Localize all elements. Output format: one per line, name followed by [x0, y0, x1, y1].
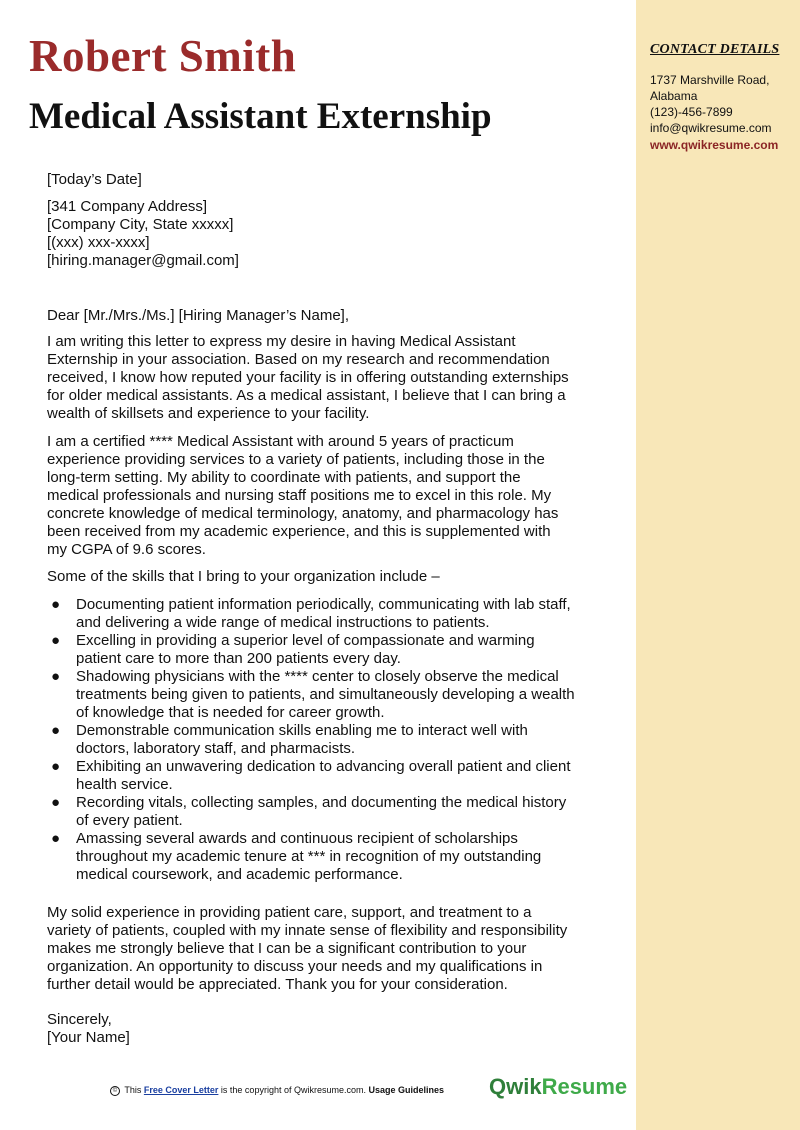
contact-sidebar: [633, 0, 800, 1130]
paragraph-line: I am writing this letter to express my desire in having Medical Assistant: [47, 333, 516, 350]
paragraph-line: been received from my academic experience, and this is supplemented with: [47, 523, 551, 540]
list-item-line: Amassing several awards and continuous recipient of scholarships: [76, 830, 518, 847]
list-item-line: medical coursework, and academic performance.: [76, 866, 403, 883]
paragraph-line: medical professionals and nursing staff positions me to excel in this role. My: [47, 487, 552, 504]
paragraph-line: wealth of skillsets and experience to your facility.: [47, 405, 370, 422]
footer-copyright: [110, 1085, 444, 1096]
paragraph-line: received, I know how reputed your facility is in offering outstanding externships: [47, 369, 569, 386]
logo-part-qwik: Qwik: [489, 1074, 542, 1099]
list-item-line: Documenting patient information periodically, communicating with lab staff,: [76, 596, 571, 613]
bullet-icon: ●: [51, 722, 61, 739]
paragraph-line: variety of patients, coupled with my innate sense of flexibility and responsibility: [47, 922, 568, 939]
list-item: [47, 596, 607, 632]
list-item: [47, 632, 607, 668]
bullet-icon: ●: [51, 668, 61, 685]
contact-email[interactable]: info@qwikresume.com: [650, 121, 772, 135]
list-item-line: Recording vitals, collecting samples, and documenting the medical history: [76, 794, 567, 811]
paragraph-line: long-term setting. My ability to coordinate with patients, and support the: [47, 469, 521, 486]
applicant-name: Robert Smith: [29, 31, 297, 81]
paragraph-line: further detail would be appreciated. Thank you for your consideration.: [47, 976, 508, 993]
footer-text-before: This: [124, 1085, 142, 1095]
paragraph-line: my CGPA of 9.6 scores.: [47, 541, 206, 558]
list-item-line: throughout my academic tenure at *** in recognition of my outstanding: [76, 848, 542, 865]
paragraph-line: organization. An opportunity to discuss your needs and my qualifications in: [47, 958, 543, 975]
usage-guidelines-link[interactable]: Usage Guidelines: [368, 1085, 445, 1095]
paragraph-closing: [47, 904, 607, 994]
list-item-line: Demonstrable communication skills enabling me to interact well with: [76, 722, 528, 739]
contact-website[interactable]: www.qwikresume.com: [650, 138, 779, 152]
list-item-line: treatments being given to patients, and simultaneously developing a wealth: [76, 686, 575, 703]
footer-text-middle: is the copyright of Qwikresume.com.: [220, 1085, 366, 1095]
list-item: [47, 722, 607, 758]
paragraph-line: makes me strongly believe that I can be a significant contribution to your: [47, 940, 527, 957]
paragraph-line: for older medical assistants. As a medical assistant, I believe that I can bring a: [47, 387, 566, 404]
contact-address-line2: Alabama: [650, 89, 698, 103]
list-item-line: of every patient.: [76, 812, 183, 829]
recipient-city: [Company City, State xxxxx]: [47, 216, 234, 233]
paragraph-line: I am a certified **** Medical Assistant with around 5 years of practicum: [47, 433, 514, 450]
recipient-email: [hiring.manager@gmail.com]: [47, 252, 239, 269]
list-item: [47, 794, 607, 830]
paragraph-line: experience providing services to a variety of patients, including those in the: [47, 451, 545, 468]
bullet-icon: ●: [51, 758, 61, 775]
salutation: Dear [Mr./Mrs./Ms.] [Hiring Manager’s Name],: [47, 307, 350, 324]
bullet-icon: ●: [51, 596, 61, 613]
bullet-icon: ●: [51, 632, 61, 649]
copyright-icon: ©: [110, 1086, 120, 1096]
logo-part-resume: Resume: [541, 1074, 628, 1099]
closing: Sincerely,: [47, 1011, 112, 1028]
list-item-line: patient care to more than 200 patients every day.: [76, 650, 401, 667]
list-item-line: Exhibiting an unwavering dedication to advancing overall patient and client: [76, 758, 571, 775]
list-item-line: Excelling in providing a superior level of compassionate and warming: [76, 632, 535, 649]
list-item-line: doctors, laboratory staff, and pharmacists.: [76, 740, 356, 757]
list-item: [47, 830, 607, 884]
bullet-icon: ●: [51, 830, 61, 847]
list-item: [47, 668, 607, 722]
contact-details-heading: CONTACT DETAILS: [650, 42, 780, 57]
paragraph-line: concrete knowledge of medical terminology, anatomy, and pharmacology has: [47, 505, 559, 522]
letter-date: [Today’s Date]: [47, 171, 142, 188]
list-item-line: Shadowing physicians with the **** center to closely observe the medical: [76, 668, 559, 685]
list-item-line: of knowledge that is needed for career growth.: [76, 704, 385, 721]
job-title: Medical Assistant Externship: [29, 96, 492, 137]
contact-address-line1: 1737 Marshville Road,: [650, 73, 770, 87]
paragraph-intro: [47, 333, 607, 423]
recipient-phone: [(xxx) xxx-xxxx]: [47, 234, 150, 251]
skills-list: [47, 596, 607, 884]
contact-phone: (123)-456-7899: [650, 105, 733, 119]
list-item: [47, 758, 607, 794]
list-item-line: health service.: [76, 776, 173, 793]
bullet-icon: ●: [51, 794, 61, 811]
paragraph-line: Externship in your association. Based on my research and recommendation: [47, 351, 550, 368]
qwikresume-logo[interactable]: [489, 1074, 627, 1100]
skills-intro: Some of the skills that I bring to your organization include –: [47, 568, 440, 585]
paragraph-experience: [47, 433, 607, 559]
list-item-line: and delivering a wide range of medical instructions to patients.: [76, 614, 490, 631]
recipient-address: [341 Company Address]: [47, 198, 208, 215]
signature: [Your Name]: [47, 1029, 130, 1046]
paragraph-line: My solid experience in providing patient care, support, and treatment to a: [47, 904, 532, 921]
free-cover-letter-link[interactable]: Free Cover Letter: [143, 1085, 219, 1095]
